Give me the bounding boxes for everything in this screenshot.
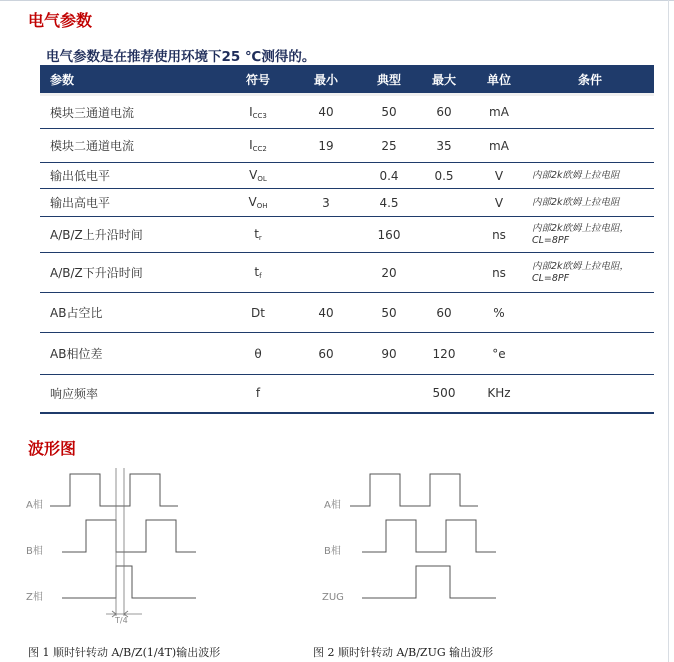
cell-symbol [226,129,290,163]
cell-symbol [226,293,290,333]
cell-max: 120 [416,333,472,375]
symbol-subscript: OL [257,175,267,183]
waveform-diagram-2 [320,466,500,626]
fig1-quarter-label: T/4 [115,616,128,625]
cell-param: AB相位差 [40,333,226,375]
cell-param: A/B/Z下升沿时间 [40,253,226,293]
symbol-main: Dt [251,305,265,320]
cell-param: 响应频率 [40,375,226,413]
cell-typ [362,375,416,413]
cell-condition [526,95,654,129]
table-row [40,189,654,217]
fig1-b-wave [62,520,196,552]
table-row [40,293,654,333]
symbol-main: V [248,195,257,209]
cell-param: AB占空比 [40,293,226,333]
fig2-b-wave [362,520,496,552]
symbol-main: I [249,138,253,152]
cell-typ: 90 [362,333,416,375]
table-row [40,375,654,413]
cell-symbol [226,217,290,253]
table-row [40,253,654,293]
symbol-main: I [249,104,253,119]
cell-min: 19 [290,129,362,163]
figure1-caption: 图 1 顺时针转动 A/B/Z(1/4T)输出波形 [28,646,221,659]
header-unit: 单位 [472,65,526,95]
cell-typ: 20 [362,253,416,293]
symbol-main: t [254,227,259,241]
symbol-main: V [249,168,258,182]
fig2-zug-wave [362,566,496,598]
symbol-subscript: r [258,234,262,242]
symbol-subscript: CC3 [252,111,267,120]
top-rule [0,0,674,1]
symbol-subscript: OH [256,202,268,210]
table-row [40,163,654,189]
cell-unit: ns [472,253,526,293]
cell-condition: 内部2k欧姆上拉电阻 [526,189,654,217]
cell-condition [526,333,654,375]
fig1-a-wave [50,474,178,506]
section-title-waveform: 波形图 [28,439,77,458]
fig2-label-a: A相 [324,500,341,511]
cell-param: 模块三通道电流 [40,95,226,129]
fig1-label-z: Z相 [26,592,43,603]
table-row [40,333,654,375]
symbol-main: t [254,265,260,279]
table-row [40,217,654,253]
table-subtitle: 电气参数是在推荐使用环境下25 ℃测得的。 [46,49,316,65]
symbol-subscript: CC2 [252,145,267,153]
cell-unit: % [472,293,526,333]
table-row [40,95,654,129]
section-title-electrical: 电气参数 [28,11,93,30]
cell-param: 输出低电平 [40,163,226,189]
cell-max: 60 [416,293,472,333]
symbol-subscript: f [259,272,262,280]
cell-condition [526,375,654,413]
table-header-row [40,65,654,95]
cell-unit: KHz [472,375,526,413]
electrical-spec-table [40,65,654,414]
cell-min [290,163,362,189]
cell-symbol [226,163,290,189]
cell-typ: 0.4 [362,163,416,189]
header-condition: 条件 [526,65,654,95]
cell-symbol [226,333,290,375]
cell-unit: V [472,189,526,217]
cell-max [416,253,472,293]
cell-param: 模块二通道电流 [40,129,226,163]
cell-max: 0.5 [416,163,472,189]
cell-symbol [226,189,290,217]
cell-min [290,253,362,293]
cell-max: 35 [416,129,472,163]
cell-symbol [226,253,290,293]
fig1-z-wave [62,566,196,598]
header-min: 最小 [290,65,362,95]
cell-max: 500 [416,375,472,413]
fig2-a-wave [350,474,478,506]
table-row [40,129,654,163]
cell-param: 输出高电平 [40,189,226,217]
cell-typ: 4.5 [362,189,416,217]
cell-typ: 25 [362,129,416,163]
cell-max [416,189,472,217]
cell-min [290,375,362,413]
waveform-diagram-1 [20,466,200,626]
header-typ: 典型 [362,65,416,95]
cell-condition [526,129,654,163]
cell-min [290,217,362,253]
symbol-main: θ [254,346,262,361]
cell-typ: 50 [362,95,416,129]
fig2-label-b: B相 [324,546,341,557]
right-rule [668,0,669,662]
cell-unit: ns [472,217,526,253]
fig1-label-b: B相 [26,546,43,557]
fig2-label-zug: ZUG [322,592,344,603]
figure2-caption: 图 2 顺时针转动 A/B/ZUG 输出波形 [313,646,494,659]
cell-condition [526,293,654,333]
cell-min: 60 [290,333,362,375]
cell-min: 3 [290,189,362,217]
fig1-label-a: A相 [26,500,43,511]
cell-max: 60 [416,95,472,129]
cell-param: A/B/Z上升沿时间 [40,217,226,253]
cell-condition: 内部2k欧姆上拉电阻 [526,163,654,189]
cell-unit: °e [472,333,526,375]
cell-unit: V [472,163,526,189]
symbol-main: f [255,386,261,401]
header-symbol: 符号 [226,65,290,95]
cell-typ: 160 [362,217,416,253]
cell-symbol [226,95,290,129]
cell-condition: 内部2k欧姆上拉电阻，CL=8PF [526,217,654,253]
cell-condition: 内部2k欧姆上拉电阻，CL=8PF [526,253,654,293]
cell-symbol [226,375,290,413]
header-param: 参数 [40,65,226,95]
cell-max [416,217,472,253]
cell-min: 40 [290,293,362,333]
cell-unit: mA [472,129,526,163]
cell-typ: 50 [362,293,416,333]
cell-unit: mA [472,95,526,129]
cell-min: 40 [290,95,362,129]
header-max: 最大 [416,65,472,95]
